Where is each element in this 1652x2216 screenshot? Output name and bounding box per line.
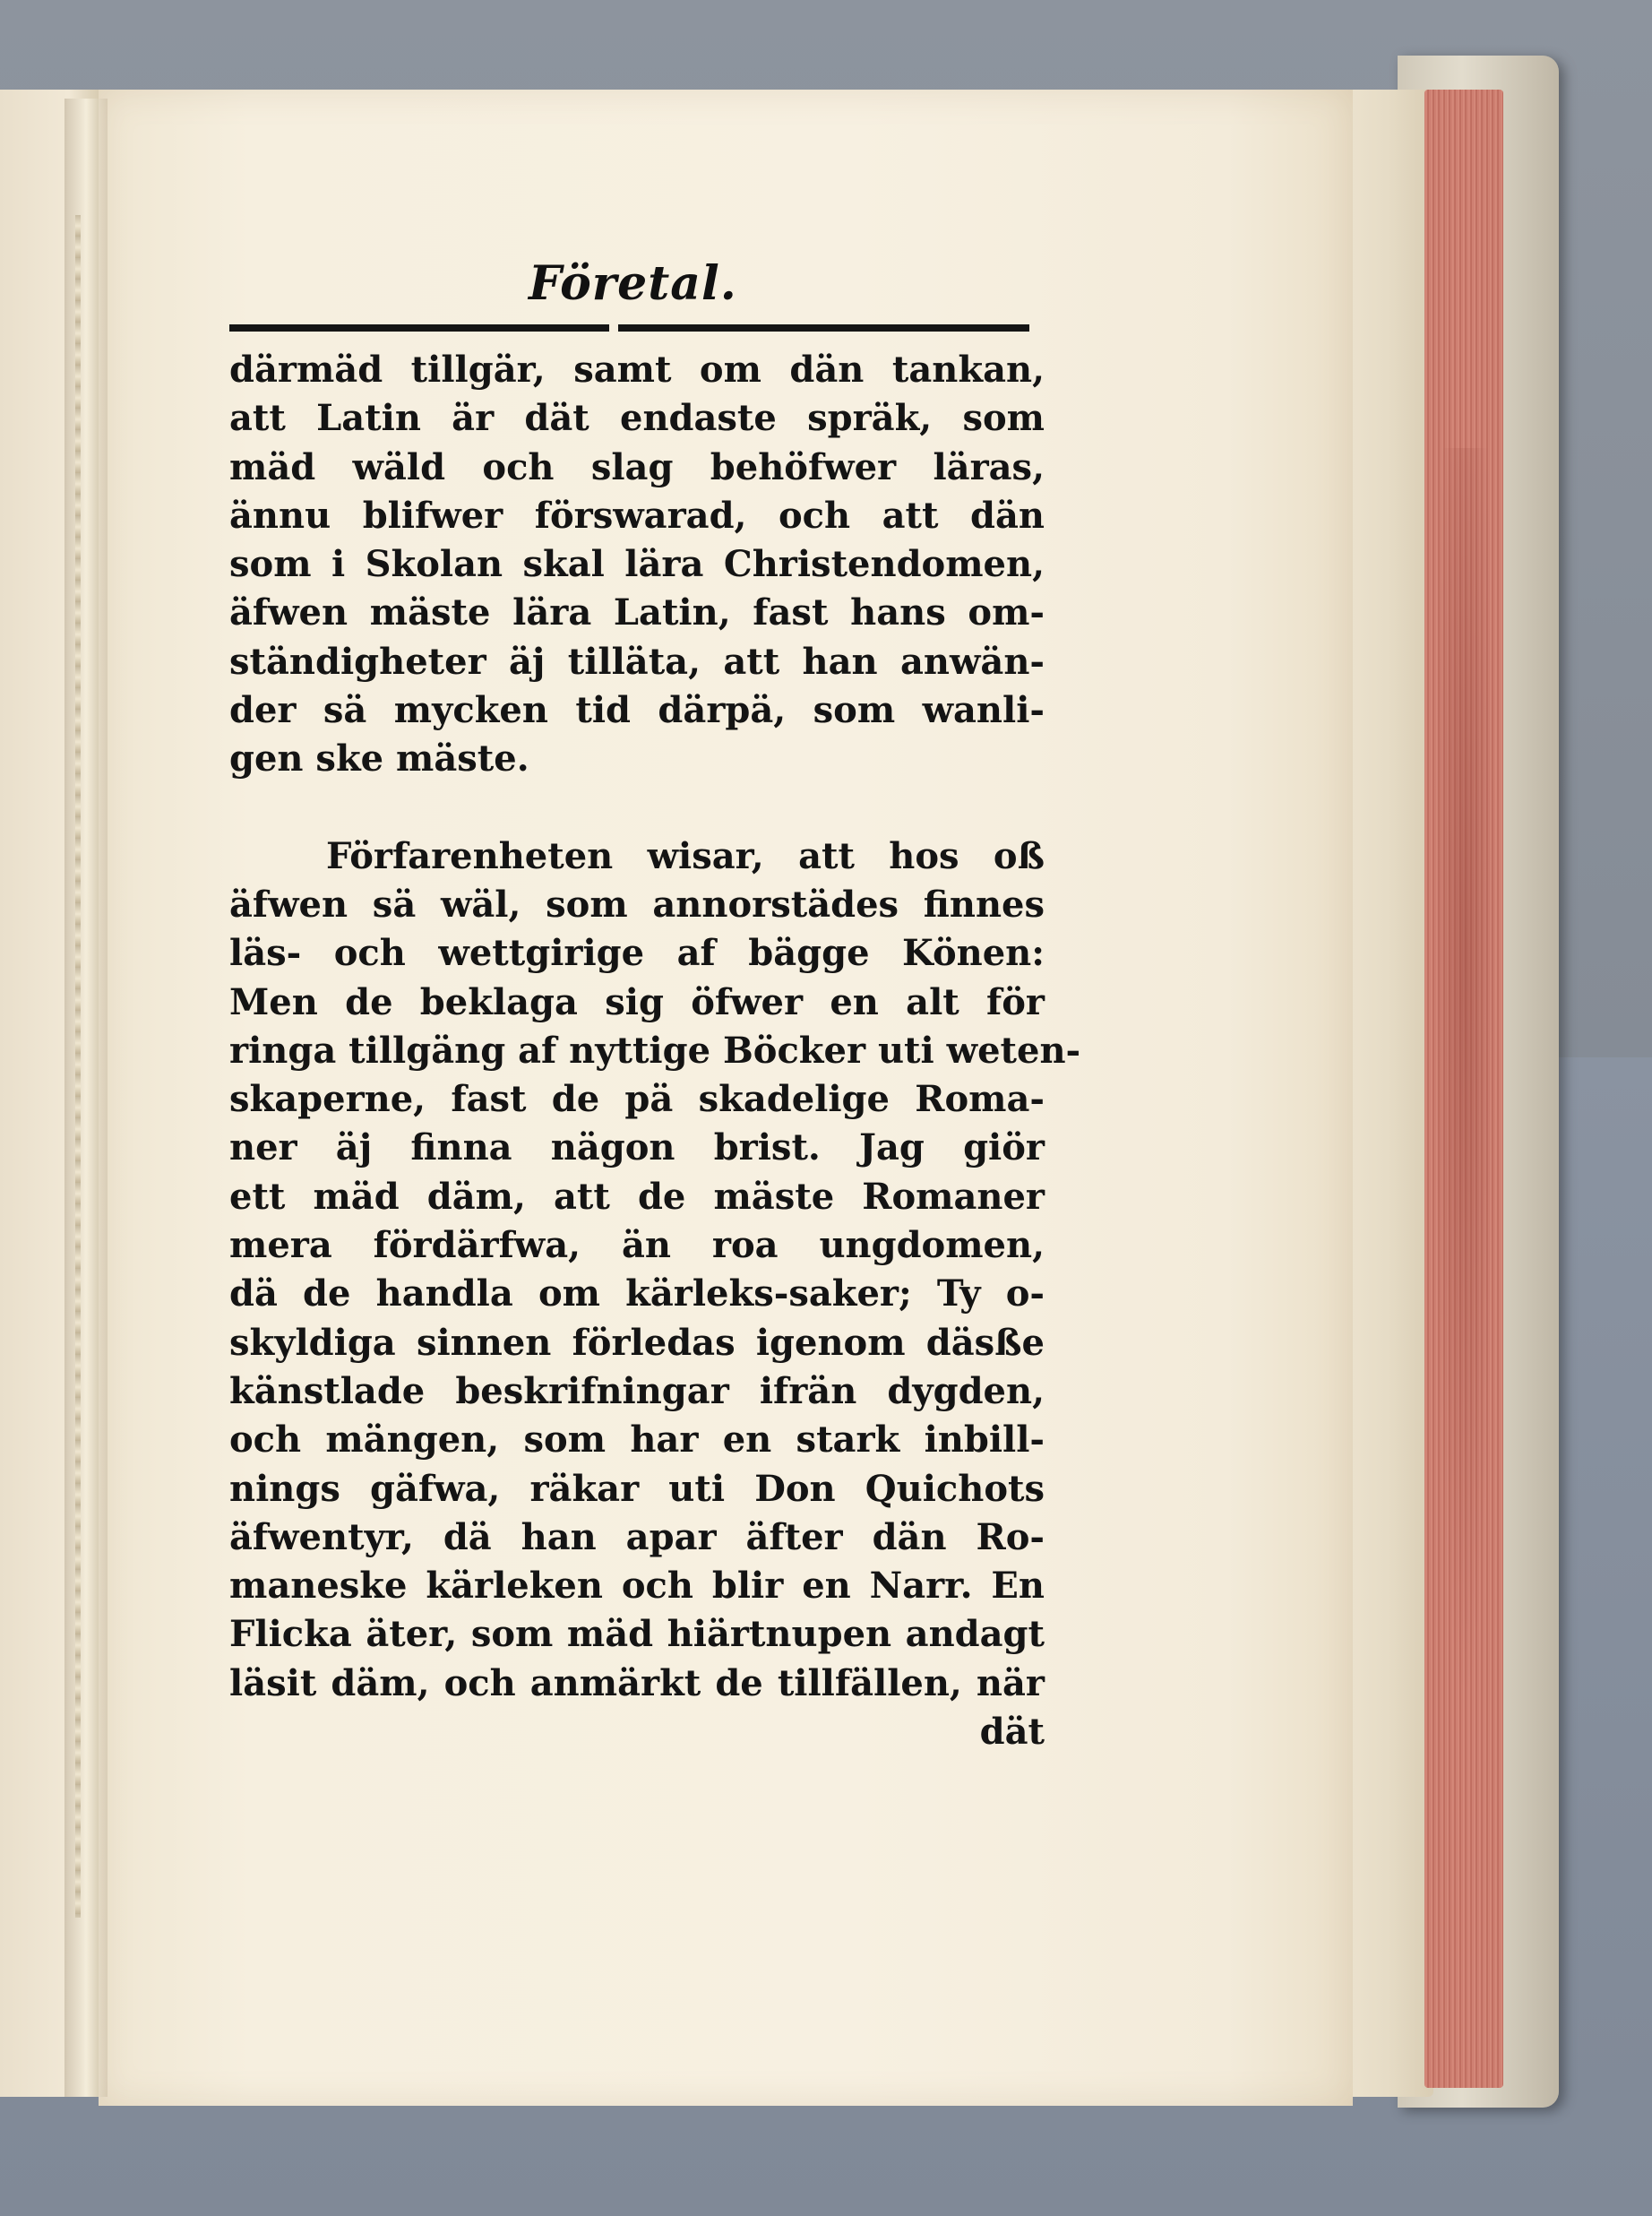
text-line: Förfarenheten wisar, att hos oß: [326, 834, 1045, 877]
text-line: ett mäd däm, att de mäste Romaner: [229, 1175, 1045, 1218]
text-line: att Latin är dät endaste spräk, som: [229, 397, 1045, 440]
text-line: läsit däm, och anmärkt de tillfällen, när: [229, 1661, 1045, 1704]
text-line: äfwentyr, dä han apar äfter dän Ro-: [229, 1515, 1045, 1558]
text-line: ner äj finna nägon brist. Jag giör: [229, 1126, 1045, 1169]
text-line: mäd wäld och slag behöfwer läras,: [229, 445, 1045, 488]
gutter: [65, 99, 108, 2097]
text-line: därmäd tillgär, samt om dän tankan,: [229, 349, 1045, 391]
text-line: maneske kärleken och blir en Narr. En: [229, 1565, 1045, 1608]
text-line: dä de handla om kärleks-saker; Ty o-: [229, 1272, 1045, 1315]
text-line: ständigheter äj tilläta, att han anwän-: [229, 640, 1045, 683]
text-line: äfwen mäste lära Latin, fast hans om-: [229, 591, 1045, 634]
page-edges-stain: [1433, 448, 1496, 1703]
page-text: [229, 346, 1081, 1756]
text-line: läs- och wettgirige af bägge Könen:: [229, 932, 1045, 975]
text-line: skyldiga sinnen förledas igenom däsße: [229, 1321, 1045, 1364]
paragraph-gap: [229, 784, 1045, 832]
text-line: äfwen sä wäl, som annorstädes finnes: [229, 883, 1045, 926]
text-line: der sä mycken tid därpä, som wanli-: [229, 689, 1045, 732]
catchword: dät: [979, 1711, 1045, 1754]
text-line: ringa tillgäng af nyttige Böcker uti weten-: [229, 1029, 1081, 1072]
header-rule: [229, 324, 1029, 332]
text-line: och mängen, som har en stark inbill-: [229, 1418, 1045, 1462]
text-line: gen ske mäste.: [229, 737, 529, 780]
running-header: Företal.: [529, 256, 737, 311]
text-line: Flicka äter, som mäd hiärtnupen andagt: [229, 1613, 1045, 1656]
text-line: nings gäfwa, räkar uti Don Quichots: [229, 1467, 1045, 1510]
text-line: känstlade beskrifningar ifrän dygden,: [229, 1369, 1045, 1412]
text-line: som i Skolan skal lära Christendomen,: [229, 543, 1045, 586]
text-line: mera fördärfwa, än roa ungdomen,: [229, 1224, 1045, 1267]
text-line: Men de beklaga sig öfwer en alt för: [229, 980, 1045, 1023]
header-rule-gap: [609, 323, 618, 332]
text-line: skaperne, fast de pä skadelige Roma-: [229, 1078, 1045, 1121]
binding-stitch: [75, 215, 81, 1918]
text-line: ännu blifwer förswarad, och att dän: [229, 494, 1045, 537]
